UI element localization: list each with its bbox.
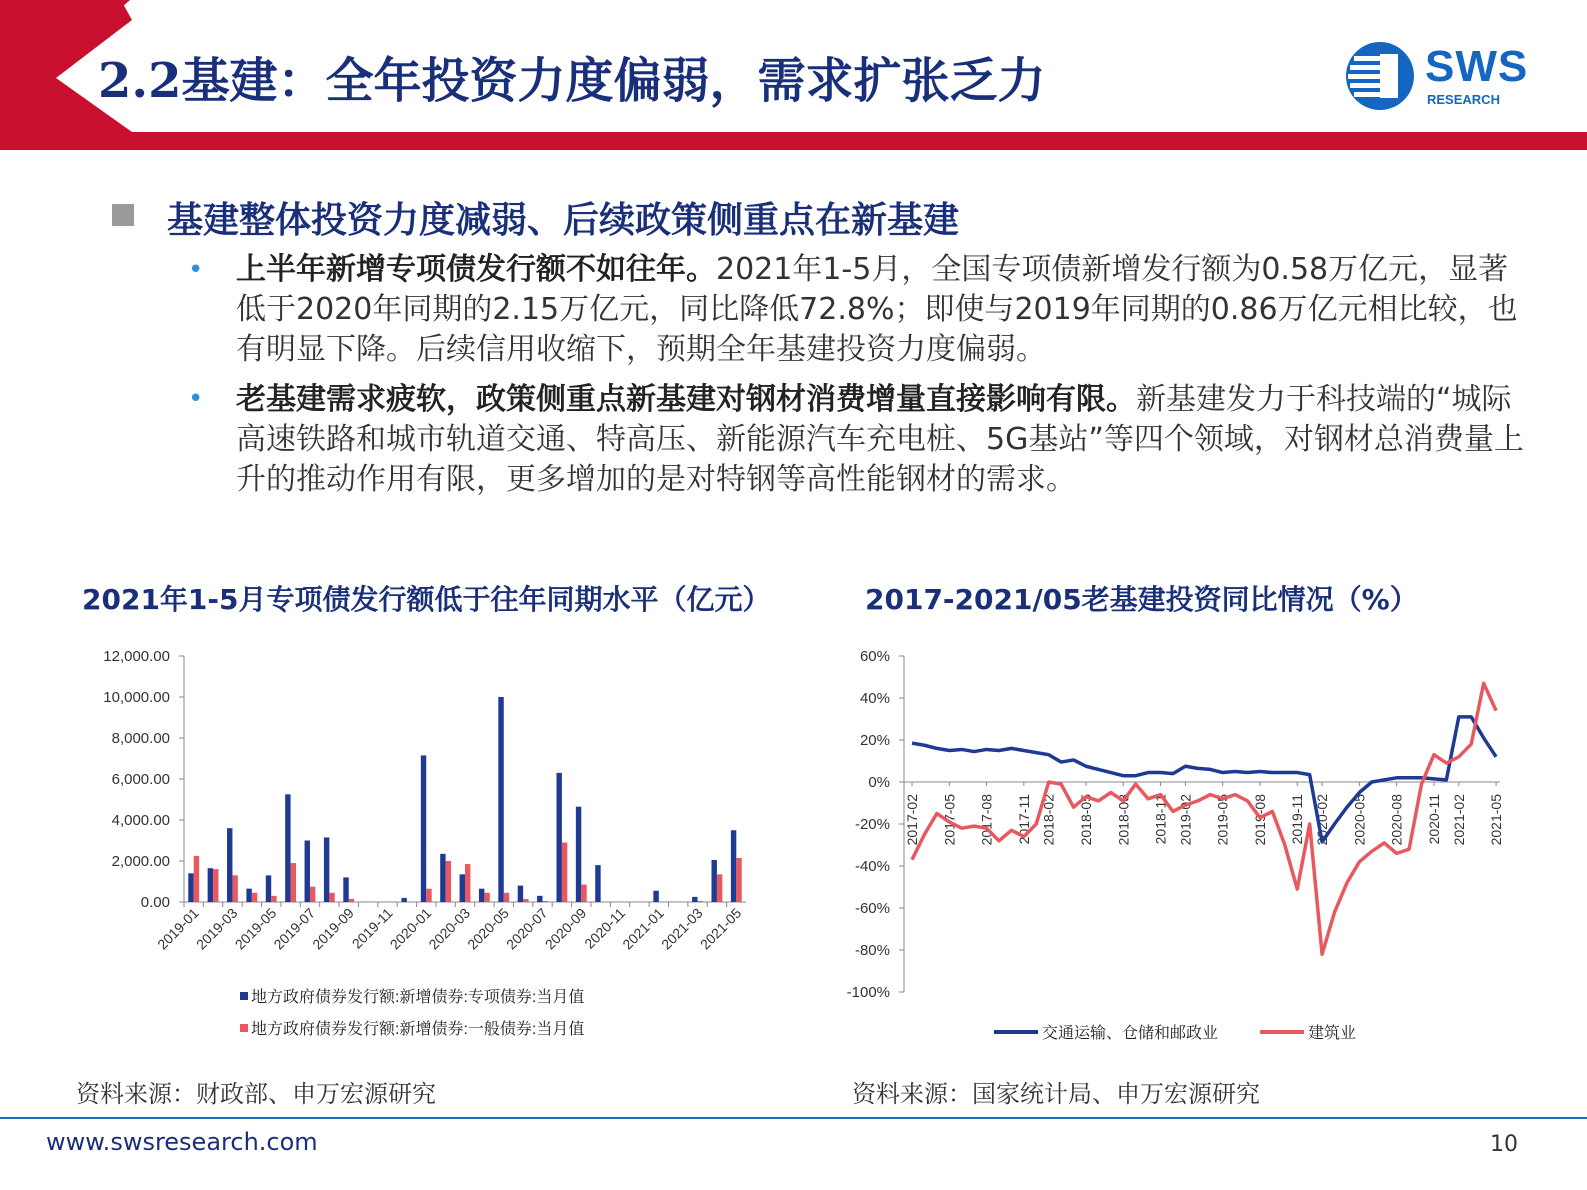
chart1-source: 资料来源：财政部、申万宏源研究: [76, 1080, 436, 1108]
x-tick-label: 2020-11: [581, 904, 629, 952]
bar: [421, 755, 426, 902]
page-number: 10: [1490, 1132, 1518, 1157]
y-tick-label: -20%: [854, 816, 890, 833]
logo-text: SWS: [1425, 42, 1529, 91]
y-tick-label: 6,000.00: [111, 771, 170, 788]
bullet-dot-icon: •: [188, 255, 204, 285]
legend-label: 建筑业: [1308, 1025, 1357, 1042]
x-tick-label: 2018-02: [1040, 794, 1057, 846]
bar: [479, 889, 484, 902]
x-tick-label: 2020-07: [502, 904, 551, 953]
bar: [310, 887, 315, 902]
x-tick-label: 2021-05: [696, 904, 745, 953]
page-title: 2.2基建：全年投资力度偏弱，需求扩张乏力: [98, 53, 1046, 109]
x-tick-label: 2020-03: [425, 904, 474, 953]
bar: [712, 860, 717, 902]
chart2-source: 资料来源：国家统计局、申万宏源研究: [852, 1080, 1260, 1108]
bar: [285, 794, 290, 902]
x-tick-label: 2020-11: [1425, 794, 1442, 845]
bar: [484, 893, 489, 902]
x-tick-label: 2019-01: [154, 904, 202, 953]
bar: [305, 841, 310, 903]
x-tick-label: 2021-05: [1488, 794, 1505, 846]
series-line: [912, 683, 1496, 954]
bar: [518, 886, 523, 902]
bar: [523, 899, 528, 902]
bar: [692, 897, 697, 902]
y-tick-label: -80%: [854, 942, 890, 959]
bar: [213, 869, 218, 902]
bar: [731, 830, 736, 902]
chart2-title: 2017-2021/05老基建投资同比情况（%）: [865, 583, 1418, 616]
y-tick-label: 10,000.00: [103, 689, 170, 706]
bar: [208, 868, 213, 902]
x-tick-label: 2018-11: [1152, 794, 1169, 845]
x-tick-label: 2019-11: [1289, 794, 1306, 845]
bullet-paragraph-1: [236, 250, 1526, 370]
footer-divider: [0, 1117, 1587, 1119]
y-tick-label: -60%: [854, 900, 890, 917]
y-tick-label: 40%: [859, 690, 890, 707]
x-tick-label: 2019-11: [348, 904, 396, 952]
y-tick-label: 60%: [859, 648, 890, 665]
x-tick-label: 2019-03: [192, 904, 241, 953]
x-tick-label: 2018-08: [1115, 794, 1132, 846]
x-tick-label: 2021-01: [619, 904, 667, 953]
x-tick-label: 2020-02: [1314, 794, 1331, 846]
bar: [343, 877, 348, 902]
bar: [349, 899, 354, 902]
y-tick-label: -40%: [854, 858, 890, 875]
x-tick-label: 2019-05: [1214, 794, 1231, 846]
x-tick-label: 2021-03: [658, 904, 706, 953]
bar: [498, 697, 503, 902]
y-tick-label: 0%: [868, 774, 890, 791]
bar: [426, 889, 431, 902]
bar: [653, 891, 658, 902]
bullet-1-bold: 上半年新增专项债发行额不如往年。: [236, 252, 716, 287]
bar: [698, 901, 703, 902]
x-tick-label: 2019-08: [1251, 794, 1268, 846]
bar: [440, 854, 445, 902]
bar: [271, 896, 276, 902]
section-title: 基建整体投资力度减弱、后续政策侧重点在新基建: [167, 200, 960, 241]
bar: [717, 874, 722, 902]
series-line: [912, 717, 1496, 842]
y-tick-label: 12,000.00: [103, 648, 170, 665]
bar: [194, 856, 199, 902]
bar: [401, 898, 406, 902]
bar: [504, 893, 509, 902]
bar: [736, 858, 741, 902]
bar: [595, 865, 600, 902]
x-tick-label: 2020-09: [541, 904, 590, 953]
bar: [188, 873, 193, 902]
bar: [581, 885, 586, 902]
bar: [252, 893, 257, 902]
bullet-1-text: 2021年1-5月，全国专项债新增发行额为0.58万亿元，显著低于2020年同期的2.15万亿元，同比降低72.8%；即使与2019年同期的0.86万亿元相比较，也有明显下降。后续信用收缩下，预期全年基建投资力度偏弱。: [236, 252, 1518, 367]
x-tick-label: 2017-11: [1015, 794, 1032, 845]
footer-url[interactable]: www.swsresearch.com: [46, 1128, 318, 1156]
bar-chart: [60, 640, 760, 1070]
y-tick-label: 4,000.00: [111, 812, 170, 829]
legend-label: 地方政府债券发行额:新增债券:专项债券:当月值: [251, 989, 585, 1006]
bar: [266, 875, 271, 902]
legend-label: 地方政府债券发行额:新增债券:一般债券:当月值: [251, 1021, 585, 1038]
bar: [232, 875, 237, 902]
bar: [543, 901, 548, 902]
chart1-title: 2021年1-5月专项债发行额低于往年同期水平（亿元）: [82, 583, 771, 616]
x-tick-label: 2017-05: [941, 794, 958, 846]
x-tick-label: 2019-09: [309, 904, 357, 953]
bar: [246, 889, 251, 902]
bar: [576, 807, 581, 902]
legend-swatch: [240, 992, 248, 1000]
bar: [465, 864, 470, 902]
y-tick-label: 8,000.00: [111, 730, 170, 747]
legend-swatch: [240, 1024, 248, 1032]
x-tick-label: 2017-02: [904, 794, 920, 846]
x-tick-label: 2021-02: [1450, 794, 1467, 846]
y-tick-label: -100%: [846, 984, 890, 1001]
x-tick-label: 2019-05: [231, 904, 280, 953]
bar: [227, 828, 232, 902]
x-tick-label: 2018-05: [1077, 794, 1094, 846]
bullet-2-text: 新基建发力于科技端的“城际高速铁路和城市轨道交通、特高压、新能源汽车充电桩、5G基站”等四个领域，对钢材总消费量上升的推动作用有限，更多增加的是对特钢等高性能钢材的需求。: [236, 382, 1524, 497]
logo-subtext: RESEARCH: [1427, 92, 1500, 107]
bar: [556, 773, 561, 902]
x-tick-label: 2020-05: [1351, 794, 1368, 846]
bar: [291, 863, 296, 902]
x-tick-label: 2020-08: [1388, 794, 1405, 846]
bar: [324, 837, 329, 902]
x-tick-label: 2017-08: [978, 794, 995, 846]
x-tick-label: 2019-07: [270, 904, 319, 953]
bullet-dot-icon: •: [188, 384, 204, 414]
y-tick-label: 20%: [859, 732, 890, 749]
bar: [562, 843, 567, 902]
bar: [460, 874, 465, 902]
section-bullet-icon: [112, 204, 134, 226]
x-tick-label: 2020-05: [464, 904, 512, 953]
bar: [537, 896, 542, 902]
bullet-paragraph-2: [236, 380, 1526, 500]
x-tick-label: 2019-02: [1177, 794, 1194, 846]
legend-label: 交通运输、仓储和邮政业: [1042, 1025, 1219, 1042]
line-chart: [830, 640, 1510, 1070]
bar: [329, 893, 334, 902]
y-tick-label: 2,000.00: [111, 853, 170, 870]
bullet-2-bold: 老基建需求疲软，政策侧重点新基建对钢材消费增量直接影响有限。: [236, 382, 1136, 417]
y-tick-label: 0.00: [140, 894, 170, 911]
x-tick-label: 2020-01: [386, 904, 435, 953]
bar: [446, 861, 451, 902]
